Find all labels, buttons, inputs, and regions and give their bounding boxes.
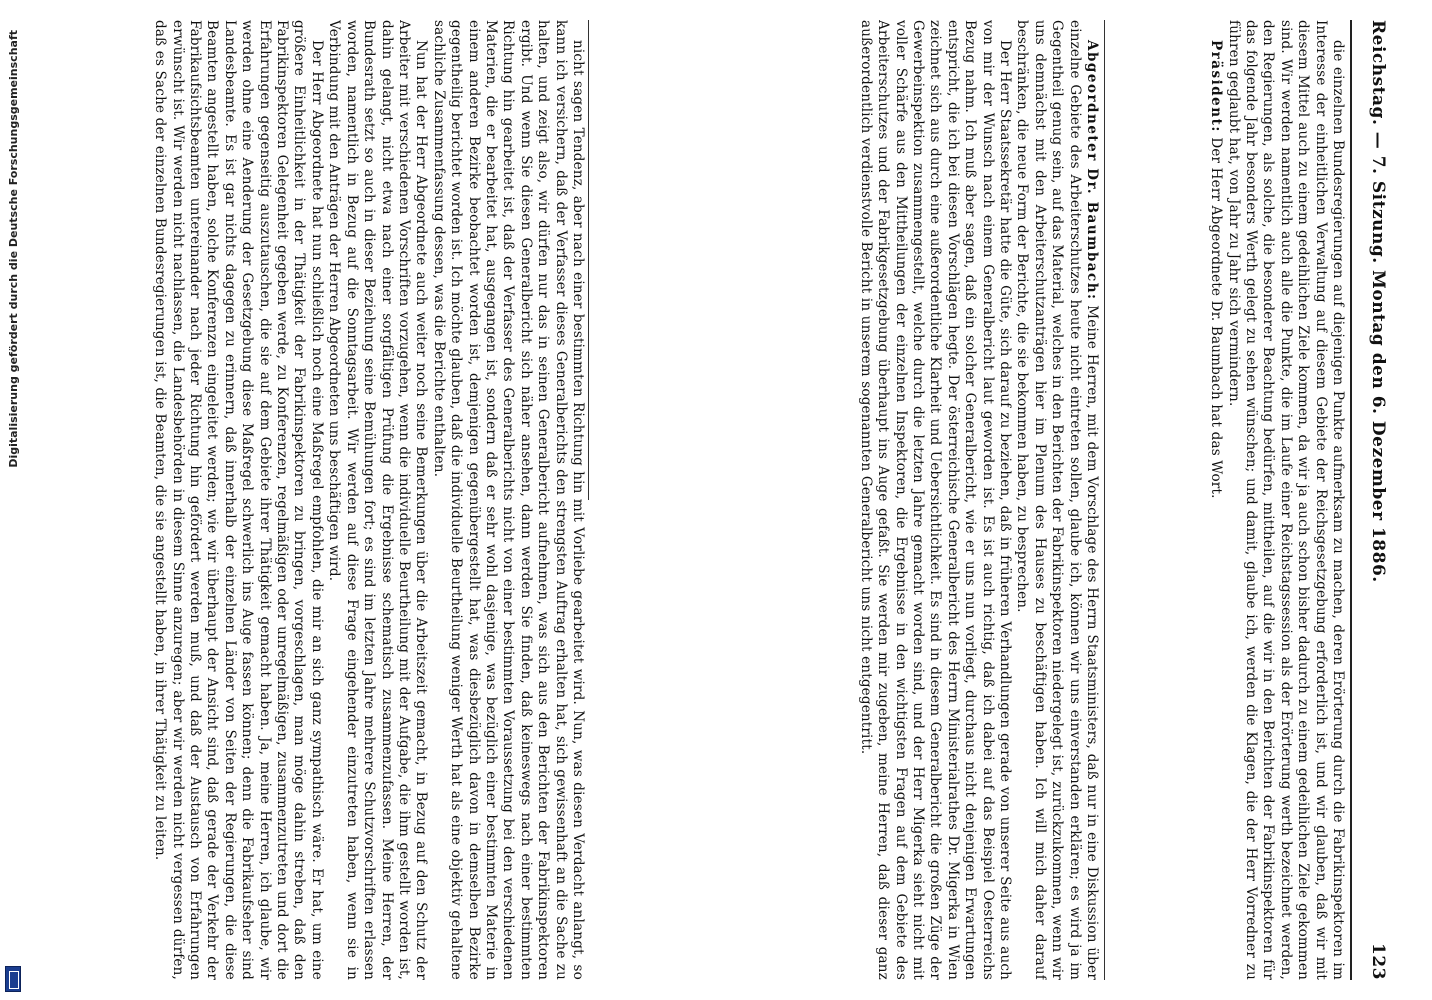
paragraph-text: Meine Herren, mit dem Vorschlage des Herrn Staatsministers, daß nur in eine Diskussion über einzelne Gebiete des Arbeiterschutzes heute nicht eintreten sollen, glaube ich, können wir uns einverstanden erklären; es wird ja im Gegentheil genug sein, auf das Material, welches in den Berichten der Fabrikinspektoren niedergelegt ist, zurückzukommen, wenn wir uns demnächst mit den Arbeiterschutzanträgen hier im Plenum des Hauses zu beschäftigen haben. Ich will mich daher darauf beschränken, die neue Form der Berichte, die sie bekommen haben, zu besprechen. [1014, 20, 1100, 980]
paragraph: Der Herr Staatssekretär hatte die Güte, sich darauf zu beziehen, daß in früheren Verhandlungen gerade von unserer Seite aus auch von mir der Wunsch nach einem Generalbericht laut geworden ist. Es ist auch richtig, daß ich dabei auf das Beispiel Oesterreichs Bezug nahm. Ich muß aber sagen, daß ein solcher Generalbericht, wie er uns nun vorliegt, durchaus nicht denjenigen Erwartungen entspricht, die ich bei diesen Vorschlägen hegte. Der österreichische Generalbericht des Herrn Ministerialrathes Dr. Migerka in Wien zeichnet sich aus durch eine außerordentliche Klarheit und Uebersichtlichkeit. Es sind in diesem Generalbericht die großen Züge der Gewerbeinspektion zusammengestellt, welche durch die letzten Jahre gemacht worden sind, und der Herr Migerka sieht nicht mit voller Schärfe aus den Mittheilungen der einzelnen Inspektoren, die Ergebnisse in den wichtigsten Fragen auf dem Gebiete des Arbeiterschutzes und der Fabrikgesetzgebung überhaupt ins Auge gefaßt. Sie werden mir zugeben, meine Herren, daß dieser ganz außerordentlich verdienstvolle Bericht in unserem sogenannten Generalbericht uns nicht entgegentritt. [857, 20, 1013, 980]
running-title: Reichstag. — 7. Sitzung. Montag den 6. Dezember 1886. [1368, 20, 1388, 583]
paragraph: die einzelnen Bundesregierungen auf diejenigen Punkte aufmerksam zu machen, deren Erörterung durch die Fabrikinspektoren im Interesse der einheitlichen Verwaltung auf diesem Gebiete der Reichsgesetzgebung erforderlich ist, und wir glauben, daß wir mit diesem Mittel auch zu einem gedeihlichen Ziele kommen, da wir ja auch schon bisher dadurch zu einem gedeihlichen Ziele gekommen sind. Wir werden namentlich auch alle die Punkte, die im Laufe einer Reichstagssession als der Erörterung werth bezeichnet werden, den Regierungen, als solche, die besonderer Beachtung bedürfen, mittheilen, auf die wir in den Berichten der Fabrikinspektoren für das folgende Jahr besonders Werth gelegt zu sehen wünschen; und damit, glaube ich, werden die Klagen, die der Herr Vorredner zu führen geglaubt hat, von Jahr zu Jahr sich vermindern. [1225, 20, 1346, 980]
footer-strip [0, 0, 26, 1000]
column-divider [588, 20, 589, 500]
header-rule [1350, 20, 1352, 980]
column-left [86, 20, 586, 980]
speaker-paragraph [1013, 20, 1100, 980]
header-text [1358, 20, 1398, 980]
president-paragraph [1207, 20, 1224, 980]
paragraph: nicht sagen Tendenz, aber nach einer bestimmten Richtung hin mit Vorliebe gearbeitet wird. Nun, was diesen Verdacht anlangt, so kann ich versichern, daß der Verfasser dieses Generalberichts den strengsten Auftrag erhalten hat, sich gewissenhaft an die Sache zu halten, und zeigt also, wir dürfen nur das in seinen Generalbericht aufnehmen, was sich aus den Berichten der Fabrikinspektoren ergibt. Und wenn Sie diesen Generalbericht sich näher ansehen, dann werden Sie finden, daß keineswegs nach einer bestimmten Richtung hin gearbeitet ist, daß der Verfasser des Generalberichts nicht von einer bestimmten Voraussetzung bei den verschiedenen Materien, die er bearbeitet hat, ausgegangen ist, sondern daß er sehr wohl dasjenige, was bezüglich einer bestimmten Materie in einem anderen Bezirke beobachtet worden ist, demjenigen gegenübergestellt hat, was diesbezüglich davon in demselben Bezirke gegentheilig berichtet worden ist. Ich möchte glauben, daß die individuelle Beurtheilung weniger Werth hat als eine objektiv gehaltene sachliche Zusammenfassung dessen, was die Berichte enthalten. [430, 20, 586, 980]
paragraph-text: Der Herr Abgeordnete Dr. Baumbach hat das Wort. [1208, 137, 1225, 499]
footer-credit: Digitalisierung gefördert durch die Deutsche Forschungsgemeinschaft [6, 30, 20, 468]
speaker-label: Abgeordneter Dr. Baumbach: [1084, 40, 1100, 301]
page-header [1358, 20, 1398, 980]
column-divider [1104, 20, 1105, 980]
paragraph: Nun hat der Herr Abgeordnete auch weiter noch seine Bemerkungen über die Arbeitszeit gemacht, in Bezug auf den Schutz der Arbeiter mit verschiedenen Vorschriften vorzugehen, wenn die individuelle Beurtheilung mit der Aufgabe, die ihm gestellt worden ist, dahin gelangt, nicht etwa nach einer sorgfältigen Prüfung die Ergebnisse schematisch zusammenzufassen. Meine Herren, der Bundesrath setzt so auch in dieser Beziehung seine Bemühungen fort; es sind im letzten Jahre mehrere Schutzvorschriften erlassen worden, namentlich in Bezug auf die Sonntagsarbeit. Wir werden auf diese Frage eingehender einzutreten haben, wenn sie in Verbindung mit den Anträgen der Herren Abgeordneten uns beschäftigen wird. [326, 20, 430, 980]
page-number: 123 [1368, 943, 1388, 980]
column-right [1110, 20, 1346, 980]
paragraph: Der Herr Abgeordnete hat nun schließlich noch eine Maßregel empfohlen, die mir an sich ganz sympathisch wäre. Er hat, um eine größere Einheitlichkeit in der Thätigkeit der Fabrikinspektoren zu bringen, vorgeschlagen, man möge dahin streben, daß den Fabrikinspektoren Gelegenheit gegeben werde, zu Konferenzen, regelmäßigen oder unregelmäßigen, zusammenzutreten und dort die Erfahrungen gegenseitig auszutauschen, die sie auf dem Gebiete ihrer Thätigkeit gemacht haben. Ja, meine Herren, ich glaube, wir werden ohne eine Aenderung der Gesetzgebung diese Maßregel schwerlich ins Auge fassen können; denn die Fabrikaufseher sind Landesbeamte. Es ist gar nichts dagegen zu erinnern, daß innerhalb der einzelnen Länder von Seiten der Regierungen, die diese Beamten angestellt haben, solche Konferenzen eingeleitet werden; wie wir überhaupt der Ansicht sind, daß gerade der Verkehr der Fabrikaufsichtsbeamten untereinander nach jeder Richtung hin gefördert werden muß, und daß der Austausch von Erfahrungen erwünscht ist. Wir werden nicht nachlassen, die Landesbehörden in diesem Sinne anzuregen; aber wir werden nicht vergessen dürfen, daß es Sache der einzelnen Bundesregierungen ist, die Beamten, die sie angestellt haben, in ihrer Thätigkeit zu leiten. [152, 20, 325, 980]
column-middle [590, 20, 1100, 980]
speaker-label: Präsident: [1208, 40, 1225, 133]
dfg-logo-icon [5, 966, 21, 992]
